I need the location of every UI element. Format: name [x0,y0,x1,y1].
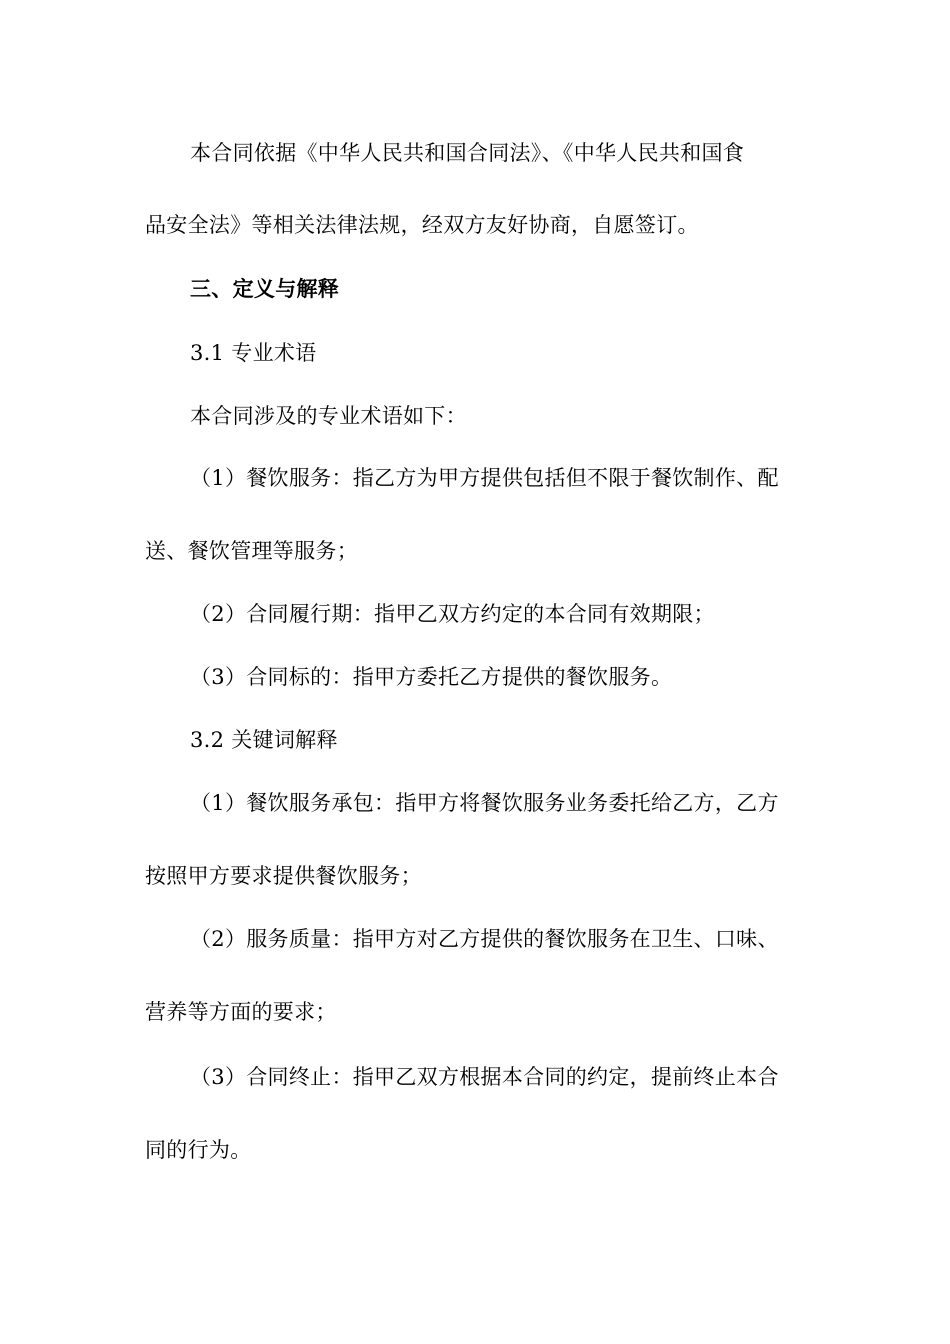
keyword-1-line-1: （1）餐饮服务承包：指甲方将餐饮服务业务委托给乙方，乙方 [190,791,779,815]
section-heading-definitions: 三、定义与解释 [190,276,340,301]
paragraph-basis-line-2: 品安全法》等相关法律法规，经双方友好协商，自愿签订。 [145,213,699,237]
keyword-2-line-1: （2）服务质量：指甲方对乙方提供的餐饮服务在卫生、口味、 [190,927,779,951]
keyword-2-line-2: 营养等方面的要求； [145,1000,337,1024]
keyword-3-line-2: 同的行为。 [145,1138,252,1162]
term-2: （2）合同履行期：指甲乙双方约定的本合同有效期限； [190,602,715,626]
paragraph-basis-line-1: 本合同依据《中华人民共和国合同法》、《中华人民共和国食 [190,141,745,165]
term-1-line-1: （1）餐饮服务：指乙方为甲方提供包括但不限于餐饮制作、配 [190,466,779,490]
subsection-heading-3-1: 3.1 专业术语 [190,341,317,365]
subsection-heading-3-2: 3.2 关键词解释 [190,728,338,752]
paragraph-terms-intro: 本合同涉及的专业术语如下： [190,404,467,428]
term-3: （3）合同标的：指甲方委托乙方提供的餐饮服务。 [190,665,673,689]
keyword-3-line-1: （3）合同终止：指甲乙双方根据本合同的约定，提前终止本合 [190,1065,779,1089]
term-1-line-2: 送、餐饮管理等服务； [145,539,358,563]
keyword-1-line-2: 按照甲方要求提供餐饮服务； [145,864,422,888]
